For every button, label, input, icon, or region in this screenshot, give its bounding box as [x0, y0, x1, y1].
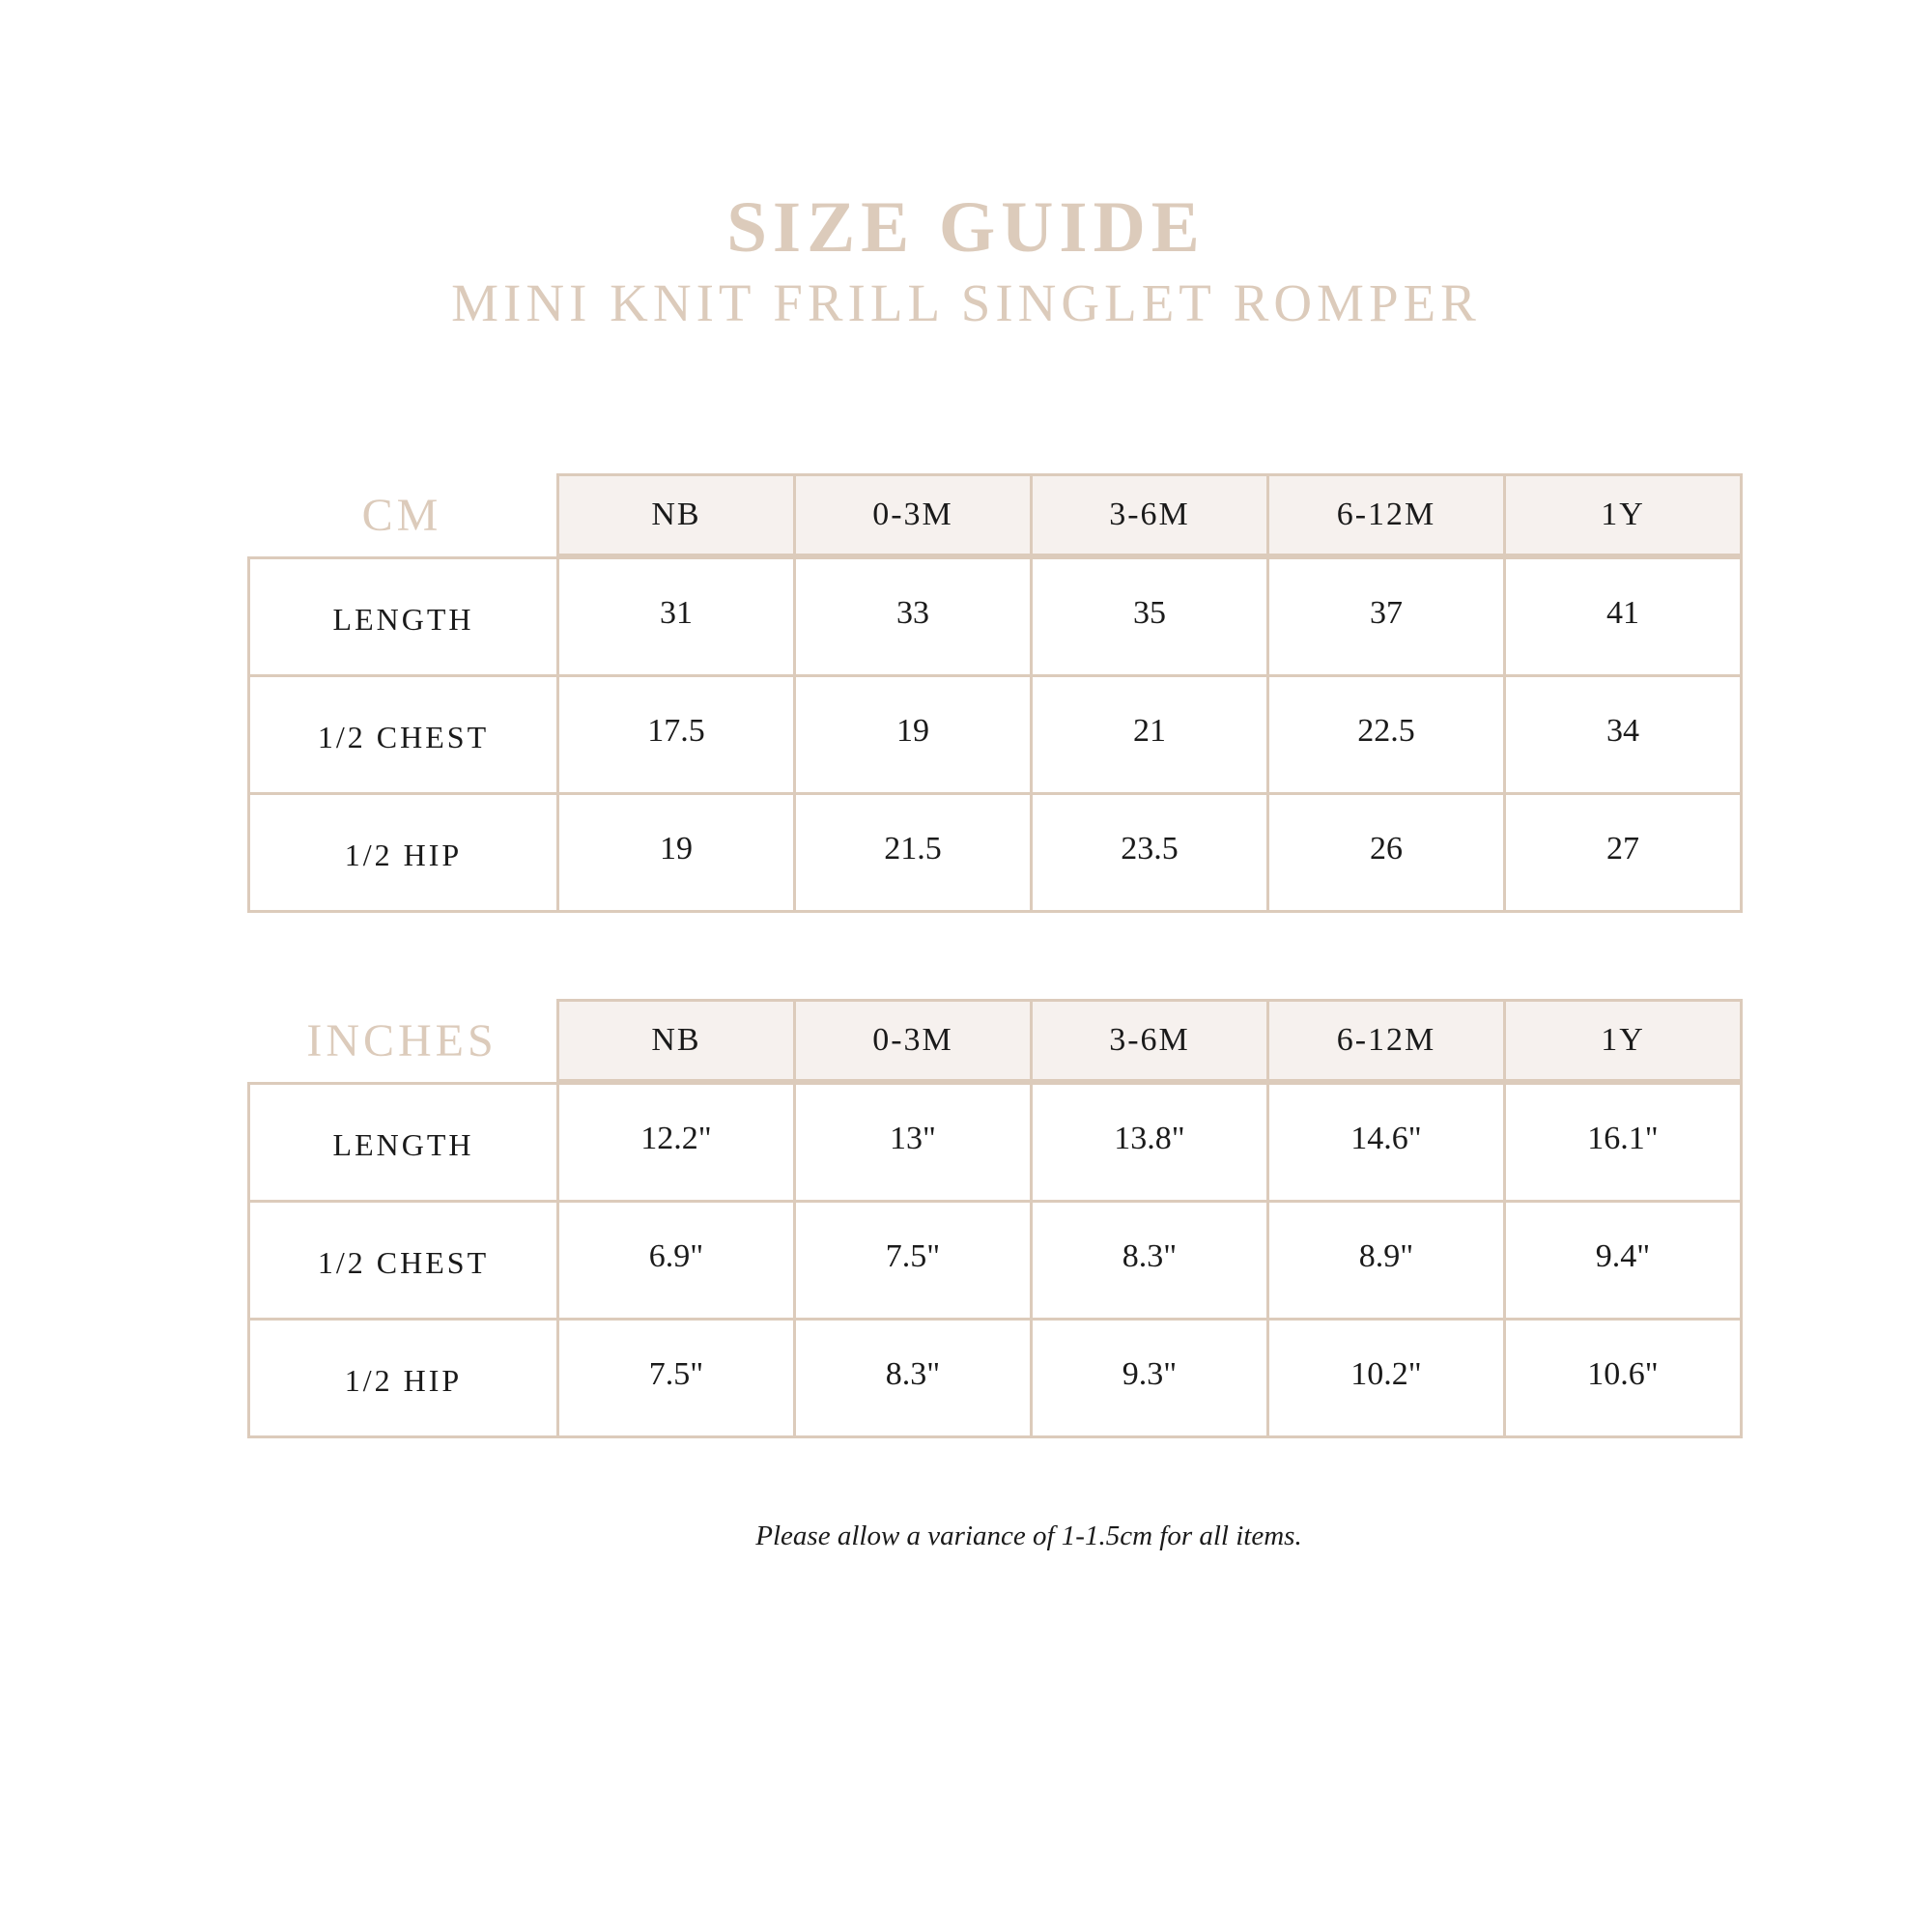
- table-cell: 35: [1030, 559, 1266, 674]
- table-cell: 13.8": [1030, 1085, 1266, 1200]
- measurement-label: LENGTH: [332, 1127, 474, 1162]
- table-cell: 13": [793, 1085, 1030, 1200]
- table-cell: 19: [556, 795, 793, 910]
- table-cell: 26: [1266, 795, 1503, 910]
- table-row: [250, 1318, 1740, 1435]
- table-cell: 10.6": [1503, 1321, 1740, 1435]
- table-row: [250, 556, 1740, 674]
- size-header: 0-3M: [793, 476, 1030, 554]
- table-cell: 8.3": [793, 1321, 1030, 1435]
- size-header-row: [556, 999, 1743, 1082]
- size-header: 1Y: [1503, 1002, 1740, 1079]
- unit-label-cm: CM: [361, 489, 442, 541]
- table-cell: 9.3": [1030, 1321, 1266, 1435]
- measurement-label: 1/2 CHEST: [317, 1245, 490, 1280]
- table-cell: 7.5": [793, 1203, 1030, 1318]
- size-header: 6-12M: [1266, 1002, 1503, 1079]
- table-cell: 31: [556, 559, 793, 674]
- table-cell: 17.5: [556, 677, 793, 792]
- variance-note-text: Please allow a variance of 1-1.5cm for all items.: [755, 1520, 1302, 1551]
- table-cell: 14.6": [1266, 1085, 1503, 1200]
- table-cell: 22.5: [1266, 677, 1503, 792]
- measurement-label: LENGTH: [332, 602, 474, 637]
- size-header: NB: [651, 497, 701, 532]
- table-cell: 12.2": [556, 1085, 793, 1200]
- product-name: MINI KNIT FRILL SINGLET ROMPER: [451, 273, 1481, 332]
- table-row: [250, 1082, 1740, 1200]
- table-cell: 6.9": [556, 1203, 793, 1318]
- table-cell: 27: [1503, 795, 1740, 910]
- size-header: 6-12M: [1266, 476, 1503, 554]
- table-cell: 9.4": [1503, 1203, 1740, 1318]
- variance-note: [0, 1520, 1932, 1552]
- size-header-row: [556, 473, 1743, 556]
- size-header: 3-6M: [1030, 476, 1266, 554]
- page-title: SIZE GUIDE: [726, 187, 1206, 268]
- table-cell: 10.2": [1266, 1321, 1503, 1435]
- table-cell: 21: [1030, 677, 1266, 792]
- table-row: [250, 1200, 1740, 1318]
- table-cell: 7.5": [556, 1321, 793, 1435]
- table-cell: 16.1": [1503, 1085, 1740, 1200]
- table-row: [250, 674, 1740, 792]
- size-header: 3-6M: [1030, 1002, 1266, 1079]
- table-cell: 37: [1266, 559, 1503, 674]
- size-header: 1Y: [1503, 476, 1740, 554]
- table-cell: 41: [1503, 559, 1740, 674]
- table-cell: 33: [793, 559, 1030, 674]
- table-cell: 19: [793, 677, 1030, 792]
- table-cell: 23.5: [1030, 795, 1266, 910]
- table-cell: 34: [1503, 677, 1740, 792]
- measurement-label: 1/2 CHEST: [317, 720, 490, 754]
- measurement-label: 1/2 HIP: [344, 1363, 463, 1398]
- size-header: 0-3M: [793, 1002, 1030, 1079]
- measurement-label: 1/2 HIP: [344, 838, 463, 872]
- table-cell: 8.3": [1030, 1203, 1266, 1318]
- unit-label-inches: INCHES: [306, 1014, 497, 1066]
- table-body: [247, 1082, 1743, 1438]
- table-cell: 8.9": [1266, 1203, 1503, 1318]
- size-header: NB: [651, 1022, 701, 1058]
- table-body: [247, 556, 1743, 913]
- table-cell: 21.5: [793, 795, 1030, 910]
- table-row: [250, 792, 1740, 910]
